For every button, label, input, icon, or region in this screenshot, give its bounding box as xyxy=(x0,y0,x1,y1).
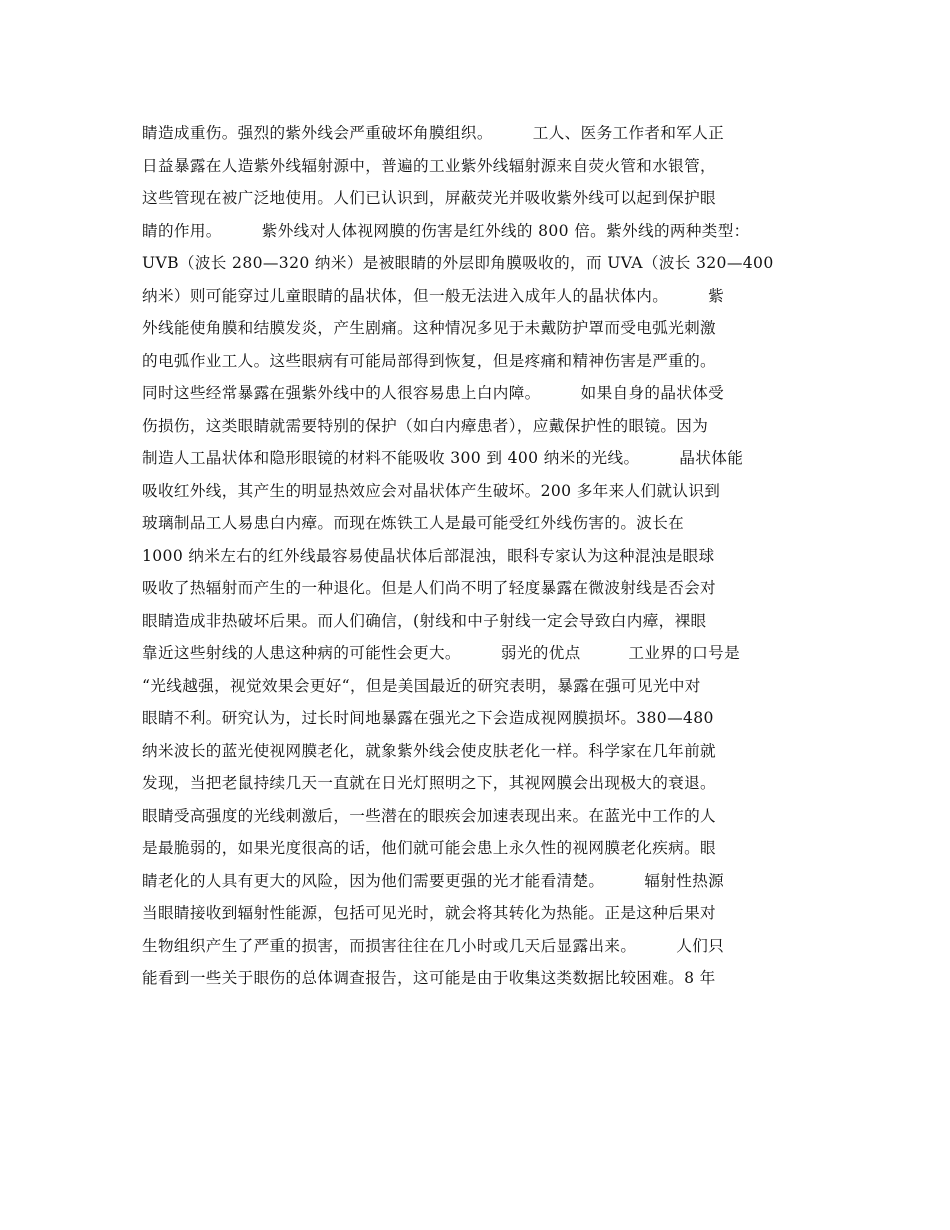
text-line: 这些管现在被广泛地使用。人们已认识到，屏蔽荧光并吸收紫外线可以起到保护眼 xyxy=(142,189,716,207)
text-line: 睛造成重伤。强烈的紫外线会严重破坏角膜组织。 工人、医务工作者和军人正 xyxy=(142,124,725,142)
text-line: 伤损伤，这类眼睛就需要特别的保护（如白内瘴患者），应戴保护性的眼镜。因为 xyxy=(142,416,709,435)
text-line: 能看到一些关于眼伤的总体调查报告，这可能是由于收集这类数据比较困难。8 年 xyxy=(142,969,716,987)
text-line: 是最脆弱的，如果光度很高的话，他们就可能会患上永久性的视网膜老化疾病。眼 xyxy=(142,839,716,857)
text-line: “光线越强，视觉效果会更好“，但是美国最近的研究表明，暴露在强可见光中对 xyxy=(142,676,701,695)
text-line: 外线能使角膜和结膜发炎，产生剧痛。这种情况多见于未戴防护罩而受电弧光刺激 xyxy=(142,319,716,337)
text-line: 当眼睛接收到辐射性能源，包括可见光时，就会将其转化为热能。正是这种后果对 xyxy=(142,904,716,922)
document-text-body xyxy=(142,117,822,995)
text-line: 眼睛不利。研究认为，过长时间地暴露在强光之下会造成视网膜损坏。380—480 xyxy=(142,709,714,727)
text-line: 睛的作用。 紫外线对人体视网膜的伤害是红外线的 800 倍。紫外线的两种类型： xyxy=(142,221,750,240)
text-line: 吸收红外线，其产生的明显热效应会对晶状体产生破坏。200 多年来人们就认识到 xyxy=(142,481,721,500)
text-line: UVB（波长 280—320 纳米）是被眼睛的外层即角膜吸收的，而 UVA（波长 320—400 xyxy=(142,254,774,272)
text-line: 制造人工晶状体和隐形眼镜的材料不能吸收 300 到 400 纳米的光线。 晶状体能 xyxy=(142,449,744,467)
text-line: 靠近这些射线的人患这种病的可能性会更大。 弱光的优点 工业界的口号是 xyxy=(142,644,741,662)
text-line: 眼睛受高强度的光线刺激后，一些潜在的眼疾会加速表现出来。在蓝光中工作的人 xyxy=(142,806,716,825)
text-line: 发现，当把老鼠持续几天一直就在日光灯照明之下，其视网膜会出现极大的衰退。 xyxy=(142,774,716,792)
text-line: 睛老化的人具有更大的风险，因为他们需要更强的光才能看清楚。 辐射性热源 xyxy=(142,871,725,890)
text-line: 纳米波长的蓝光使视网膜老化，就象紫外线会使皮肤老化一样。科学家在几年前就 xyxy=(142,741,716,760)
text-line: 同时这些经常暴露在强紫外线中的人很容易患上白内障。 如果自身的晶状体受 xyxy=(142,384,725,402)
text-line: 玻璃制品工人易患白内瘴。而现在炼铁工人是最可能受红外线伤害的。波长在 xyxy=(142,514,685,532)
text-line: 的电弧作业工人。这些眼病有可能局部得到恢复，但是疼痛和精神伤害是严重的。 xyxy=(142,351,716,370)
text-line: 吸收了热辐射而产生的一种退化。但是人们尚不明了轻度暴露在微波射线是否会对 xyxy=(142,579,716,597)
text-line: 生物组织产生了严重的损害，而损害往往在几小时或几天后显露出来。 人们只 xyxy=(142,936,725,955)
text-line: 眼睛造成非热破坏后果。而人们确信，(射线和中子射线一定会导致白内瘴，裸眼 xyxy=(142,611,707,630)
text-line: 纳米）则可能穿过儿童眼睛的晶状体，但一般无法进入成年人的晶状体内。 紫 xyxy=(142,286,725,305)
text-line: 日益暴露在人造紫外线辐射源中，普遍的工业紫外线辐射源来自荧火管和水银管， xyxy=(142,156,716,175)
text-line: 1000 纳米左右的红外线最容易使晶状体后部混浊，眼科专家认为这种混浊是眼球 xyxy=(142,546,715,565)
